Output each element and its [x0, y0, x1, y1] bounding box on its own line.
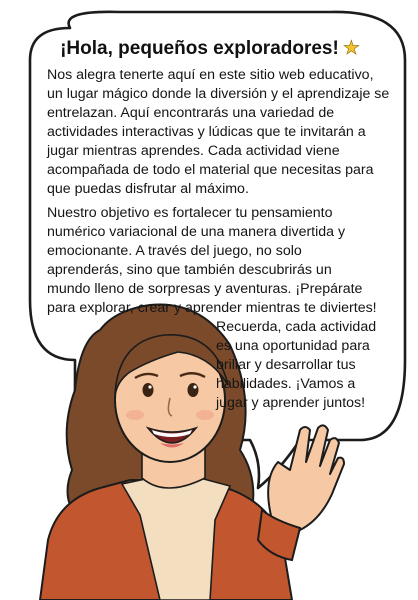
objective-paragraph: Nuestro objetivo es fortalecer tu pensamiento numérico variacional de una manera divertida y emocionante. A través del juego, no solo aprenderás, sino que también descubrirás un mundo lleno de sorpresas y aventuras. ¡Prepárate para explorar, crear y aprender mientras te diviertes!: [47, 205, 377, 316]
left-eye: [143, 383, 154, 397]
waving-hand: [268, 425, 344, 530]
right-eye: [188, 383, 199, 397]
reminder-paragraph: Recuerda, cada actividad es una oportunidad para brillar y desarrollar tus habilidades. ¡Vamos a jugar y aprender juntos!: [216, 319, 377, 411]
greeting-title: ¡Hola, pequeños exploradores! ★: [60, 38, 360, 59]
intro-paragraph: Nos alegra tenerte aquí en este sitio web educativo, un lugar mágico donde la diversión y el aprendizaje se entrelazan. Aquí encontrarás una variedad de actividades interactivas y lúdicas que te invitarán a jugar mientras aprendes. Cada actividad viene acompañada de todo el material que necesitas para que puedas disfrutar al máximo.: [47, 67, 390, 197]
star-icon: ★: [342, 38, 360, 59]
